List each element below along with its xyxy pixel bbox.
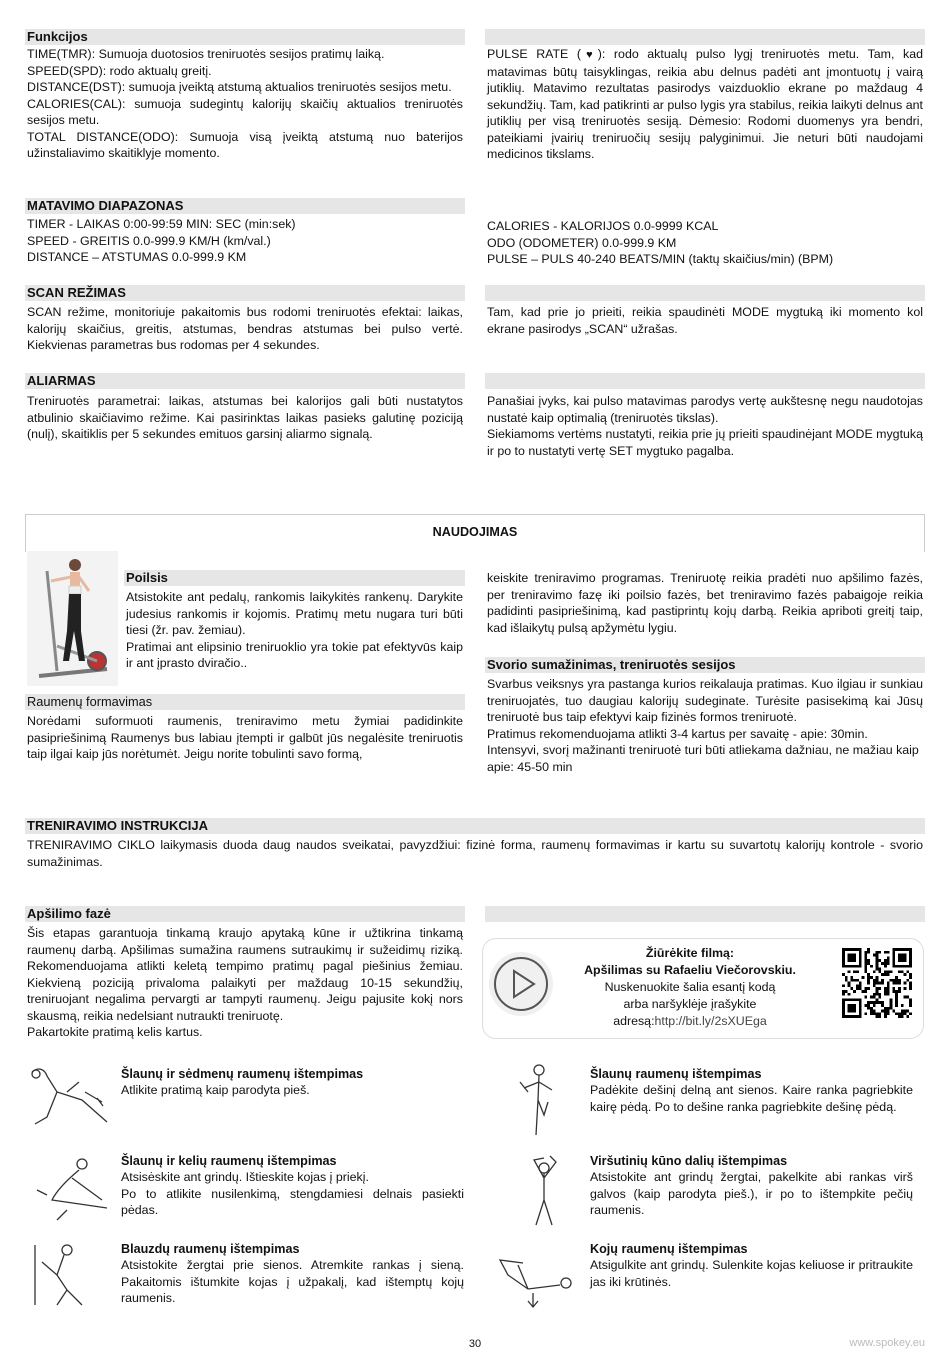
instrukcija-header: TRENIRAVIMO INSTRUKCIJA [25, 818, 925, 834]
video-line3: Nuskenuokite šalia esantį kodą [604, 980, 776, 994]
funkcijos-item: TOTAL DISTANCE(ODO): Sumuoja visą įveiktą atstumą nuo baterijos užinstaliavimo skaitiklyje momento. [27, 129, 463, 160]
play-icon[interactable] [489, 952, 553, 1016]
stretch-figure-5 [27, 1240, 107, 1310]
exercise-title: Šlaunų ir kelių raumenų ištempimas [121, 1154, 337, 1168]
video-line1: Žiūrėkite filmą: [645, 946, 735, 960]
range-item: SPEED - GREITIS 0.0-999.9 KM/H (km/val.) [27, 233, 271, 248]
qr-code-icon[interactable] [842, 948, 912, 1018]
exercise-title: Kojų raumenų ištempimas [590, 1242, 748, 1256]
aliarmas-left: Treniruotės parametrai: laikas, atstumas bei kalorijos gali būti nustatytos atbulinio skaičiavimo režime. Kai pasirinktas laikas pasieks galutinę poziciją (nulį), skaitiklis per 5 sekundes emituos garsinį aliarmo signalą. [27, 394, 463, 441]
exercise-text: Padėkite dešinį delną ant sienos. Kaire ranka pagriebkite kairę pėdą. Po to dešine ranka pagriebkite dešinę pėdą. [590, 1083, 913, 1114]
elliptical-trainer-figure [27, 551, 118, 686]
stretch-figure-1 [27, 1062, 112, 1134]
stretch-figure-3 [27, 1150, 112, 1230]
aliarmas-right: Panašiai įvyks, kai pulso matavimas parodys vertę aukštesnę negu naudotojas nustatė kaip optimalią (treniruotės tikslas). Siekiamoms vertėms nustatyti, reikia prie jų prieiti spaudinėjant MODE mygtuką ir po to nustatyti vertę SET mygtuko pagalba. [487, 394, 923, 458]
section-scan-header: SCAN REŽIMAS [25, 285, 465, 301]
exercise-title: Šlaunų ir sėdmenų raumenų ištempimas [121, 1067, 364, 1081]
exercise-text: Atlikite pratimą kaip parodyta pieš. [121, 1083, 310, 1097]
funkcijos-item: DISTANCE(DST): sumuoja įveiktą atstumą aktualios treniruotės sesijos metu. [27, 80, 452, 94]
scan-right: Tam, kad prie jo prieiti, reikia spaudinėti MODE mygtuką iki momento kol ekrane pasirodys „SCAN“ užrašas. [487, 305, 923, 336]
exercise-text: Atsigulkite ant grindų. Sulenkite kojas keliuose ir pritraukite jas iki krūtinės. [590, 1258, 913, 1289]
exercise-title: Blauzdų raumenų ištempimas [121, 1242, 300, 1256]
section-funkcijos-header-bar-right [485, 29, 925, 45]
apsilimo-text: Šis etapas garantuoja tinkamą kraujo apytaką kūne ir užtikrina tinkamą raumenų darbą. Apšilimas sumažina raumens sutraukimų ir sužeidimų riziką. Rekomenduojama atlikti keletą tempimo pratimų pagal piešinius žemiau. Kiekvieną poziciją privaloma palaikyti per maždaug 10-15 sekundžių, treniruojant negalima pervargti ar tampyti raumenų. Jeigu pajusite kokį nors skausmą, reikia nedelsiant nutraukti treniruotę. Pakartokite pratimą kelis kartus. [27, 926, 463, 1039]
pulse-rate-text: ): rodo aktualų pulso lygį treniruotės metu. Tam, kad matavimas būtų taisyklingas, reikia abu delnus padėti ant įmontuotų į vairą jutiklių. Matavimo rezultatas pasirodys vaizduoklio ekrane po maždaug 4 sekundžių. Tam, kad patikrinti ar pulso lygis yra stabilus, reikia laikyti delnus ant jutiklių per visą treniruotės sesiją. Dėmesio: Rodomi duomenys yra bendri, pateikiami įvairių treniruočių sesijų palyginimui. Jie neturi būti naudojami medicinos tikslams. [487, 47, 923, 161]
range-item: CALORIES - KALORIJOS 0.0-9999 KCAL [487, 219, 719, 233]
section-funkcijos-header: Funkcijos [25, 29, 465, 45]
exercise-title: Šlaunų raumenų ištempimas [590, 1067, 762, 1081]
funkcijos-item: SPEED(SPD): rodo aktualų greitį. [27, 63, 212, 78]
section-aliarmas-header: ALIARMAS [25, 373, 465, 389]
naudojimas-right-top: keiskite treniravimo programas. Treniruotę reikia pradėti nuo apšilimo fazės, per treniravimo fazę iki poilsio fazės, bet treniravimo fazės pabaigoje reikia padidinti pasipriešinimą, kad pastiprintų kojų darbą. Reikia apriboti greitį taip, kad išlaikytų pulsą apžymėtu lygiu. [487, 571, 923, 635]
pulse-rate-prefix: PULSE RATE ( [487, 47, 582, 61]
footer-site: www.spokey.eu [849, 1337, 925, 1349]
range-item: TIMER - LAIKAS 0:00-99:59 MIN: SEC (min:sek) [27, 217, 296, 231]
svorio-text: Svarbus veiksnys yra pastanga kurios reikalauja pratimas. Kuo ilgiau ir sunkiau treniruojatės, tuo daugiau kalorijų sudeginate. Turėsite pasisekimą kai Jūsų treniruotė bus taip efektyvi kaip fizinės formos treniruotė. Pratimus rekomenduojama atlikti 3-4 kartus per savaitę - apie: 30min. Intensyvi, svorį mažinanti treniruotė turi būti atliekama dažniau, ne mažiau kaip apie: 45-50 min [487, 677, 923, 774]
poilsis-text: Atsistokite ant pedalų, rankomis laikykitės rankenų. Darykite judesius rankomis ir kojomis. Pratimų metu nugara turi būti tiesi (žr. pav. žemiau). Pratimai ant elipsinio treniruoklio yra tokie pat efektyvūs kaip ir ant įprasto dviračio.. [126, 590, 463, 670]
naudojimas-title: NAUDOJIMAS [432, 525, 518, 539]
exercise-text: Atsistokite ant grindų žergtai, pakelkite abi rankas virš galvos (kaip parodyta pieš.), ir po to ištempkite pečių raumenis. [590, 1170, 913, 1217]
exercise-title: Viršutinių kūno dalių ištempimas [590, 1154, 788, 1168]
matavimo-right [487, 218, 923, 268]
stretch-figure-4 [514, 1150, 574, 1230]
funkcijos-left-text [27, 46, 463, 162]
stretch-figure-6 [488, 1245, 578, 1310]
stretch-figure-2 [514, 1060, 564, 1140]
scan-left: SCAN režime, monitoriuje pakaitomis bus rodomi treniruotės efektai: laikas, kalorijų skaičius, greitis, atstumas, bendras atstumas bei pulso vertė. Kiekvienas parametras bus rodomas per 4 sekundes. [27, 305, 463, 352]
video-line5: adresą:http://bit.ly/2sXUEga [613, 1014, 767, 1028]
svorio-header: Svorio sumažinimas, treniruotės sesijos [485, 657, 925, 673]
raumenu-header: Raumenų formavimas [25, 694, 465, 710]
heart-icon: ♥ [581, 49, 598, 61]
funkcijos-item: TIME(TMR): Sumuoja duotosios treniruotės sesijos pratimų laiką. [27, 47, 385, 61]
section-aliarmas-header-bar-right [485, 373, 925, 389]
exercise-text: Atsistokite žergtai prie sienos. Atremkite rankas į sieną. Pakaitomis ištumkite kojas į užpakalį, kad ištemptų kojų raumenis. [121, 1258, 464, 1305]
page-number: 30 [468, 1338, 482, 1350]
range-item: DISTANCE – ATSTUMAS 0.0-999.9 KM [27, 250, 247, 264]
apsilimo-header: Apšilimo fazė [25, 906, 465, 922]
funkcijos-item: CALORIES(CAL): sumuoja sudegintų kalorijų skaičių aktualios treniruotės sesijos metu. [27, 96, 463, 127]
apsilimo-header-bar-right [485, 906, 925, 922]
video-line2: Apšilimas su Rafaeliu Viečorovskiu. [584, 963, 796, 977]
video-text [560, 945, 820, 1030]
poilsis-header: Poilsis [124, 570, 465, 586]
section-matavimo-header: MATAVIMO DIAPAZONAS [25, 198, 465, 214]
raumenu-text: Norėdami suformuoti raumenis, treniravimo metu žymiai padidinkite pasipriešinimą Raumenys bus labiau įtempti ir galbūt jūs negalėsite treniruotis taip ilgai kaip jūs norėtumėt. Jeigu norite tobulinti savo formą, [27, 714, 463, 761]
exercise-text: Atsisėskite ant grindų. Ištieskite kojas į priekį. Po to atlikite nusilenkimą, stengdamiesi delnais pasiekti pėdas. [121, 1170, 464, 1217]
section-scan-header-bar-right [485, 285, 925, 301]
range-item: PULSE – PULS 40-240 BEATS/MIN (taktų skaičius/min) (BPM) [487, 252, 834, 266]
funkcijos-right-text [487, 46, 923, 163]
range-item: ODO (ODOMETER) 0.0-999.9 KM [487, 235, 677, 250]
instrukcija-text: TRENIRAVIMO CIKLO laikymasis duoda daug naudos sveikatai, pavyzdžiui: fizinė forma, raumenų formavimas ir kartu su suvartotų kalorijų kontrole - svorio sumažinimas. [27, 838, 923, 869]
video-line4: arba naršyklėje įrašykite [623, 997, 757, 1011]
matavimo-left [27, 216, 463, 266]
video-link[interactable]: http://bit.ly/2sXUEga [654, 1014, 767, 1028]
